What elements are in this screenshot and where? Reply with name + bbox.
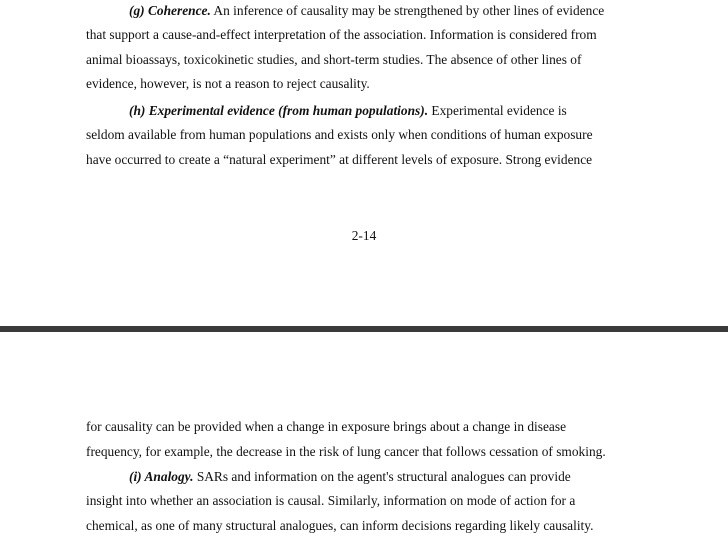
paragraph-h-heading: (h) Experimental evidence (from human populations).: [129, 103, 429, 118]
paragraph-h-text: Experimental evidence is: [428, 103, 567, 118]
paragraph-i-line-2: insight into whether an association is causal. Similarly, information on mode of action for a: [86, 493, 576, 508]
document-page-lower: [0, 332, 728, 552]
paragraph-g-line-2: that support a cause-and-effect interpretation of the association. Information is considered from: [86, 27, 597, 42]
paragraph-g-line-4: evidence, however, is not a reason to reject causality.: [86, 76, 370, 91]
paragraph-i-text: SARs and information on the agent's structural analogues can provide: [193, 469, 571, 484]
paragraph-i-heading: (i) Analogy.: [129, 469, 194, 484]
continuation-line-2: frequency, for example, the decrease in the risk of lung cancer that follows cessation of smoking.: [86, 444, 606, 459]
paragraph-i-line-1: [129, 469, 571, 485]
paragraph-g-line-1: [129, 3, 604, 19]
paragraph-g-text: An inference of causality may be strengthened by other lines of evidence: [210, 3, 605, 18]
paragraph-h-line-1: [129, 103, 567, 119]
paragraph-g-heading: (g) Coherence.: [129, 3, 211, 18]
continuation-line-1: for causality can be provided when a change in exposure brings about a change in disease: [86, 419, 567, 434]
paragraph-g-line-3: animal bioassays, toxicokinetic studies, and short-term studies. The absence of other lines of: [86, 52, 582, 67]
paragraph-h-line-2: seldom available from human populations and exists only when conditions of human exposure: [86, 127, 593, 142]
paragraph-i-line-3: chemical, as one of many structural analogues, can inform decisions regarding likely causality.: [86, 518, 594, 533]
paragraph-h-line-3: have occurred to create a “natural experiment” at different levels of exposure. Strong evidence: [86, 152, 593, 167]
page-number: 2-14: [351, 228, 377, 243]
